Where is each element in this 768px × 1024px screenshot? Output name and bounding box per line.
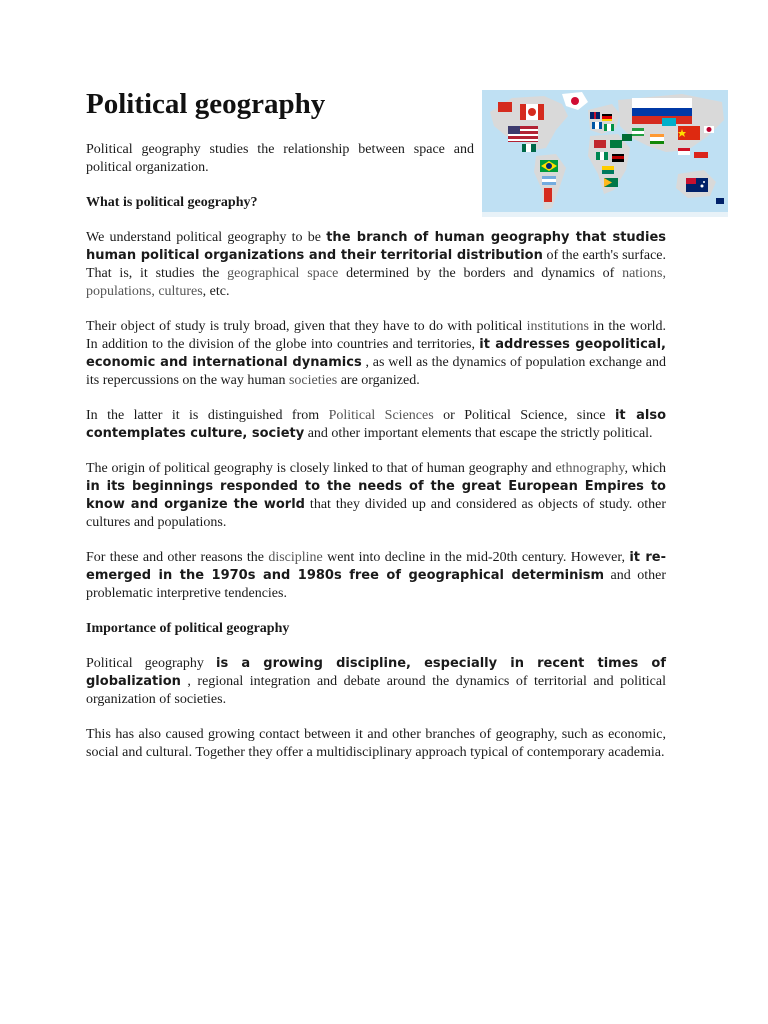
section-heading-what-is: What is political geography?: [86, 195, 258, 210]
page-title: Political geography: [86, 88, 326, 120]
article-body: [86, 194, 666, 779]
link-geographical-space[interactable]: geographical space: [227, 266, 339, 281]
paragraph-decline: For these and other reasons the discipline went into decline in the mid-20th century. However, it re-emerged in the 1970s and 1980s free of geographical determinism and other problematic interpretive tendencies.: [86, 550, 666, 601]
link-nations-populations-cultures[interactable]: nations, populations, cultures: [86, 266, 667, 299]
section-heading-importance: Importance of political geography: [86, 621, 290, 636]
link-societies[interactable]: societies: [288, 373, 338, 388]
paragraph-definition: We understand political geography to be the branch of human geography that studies human political organizations and their territorial distribution of the earth's surface. That is, it studies the geographical space determined by the borders and dynamics of nations, populations, cultures, etc.: [86, 230, 667, 299]
paragraph-contact: This has also caused growing contact between it and other branches of geography, such as economic, social and cultural. Together they offer a multidisciplinary approach typical of contemporary academia.: [86, 727, 666, 760]
paragraph-growing-discipline: Political geography is a growing discipline, especially in recent times of globalization , regional integration and debate around the dynamics of territorial and political organization of societies.: [86, 656, 666, 707]
link-discipline[interactable]: discipline: [268, 550, 323, 565]
paragraph-distinction: In the latter it is distinguished from Political Sciences or Political Science, since it also contemplates culture, society and other important elements that escape the strictly political.: [86, 408, 666, 441]
paragraph-object-of-study: Their object of study is truly broad, given that they have to do with political institutions in the world. In addition to the division of the globe into countries and territories, it addresses geopolitical, economic and international dynamics , as well as the dynamics of population exchange and its repercussions on the way human societies are organized.: [86, 319, 667, 388]
link-ethnography[interactable]: ethnography: [555, 461, 625, 476]
link-institutions[interactable]: institutions: [526, 319, 589, 334]
intro-paragraph: Political geography studies the relationship between space and political organization.: [86, 142, 474, 175]
paragraph-origin: The origin of political geography is closely linked to that of human geography and ethnography, which in its beginnings responded to the needs of the great European Empires to know and organize the world that they divided up and considered as objects of study. other cultures and populations.: [86, 461, 666, 530]
link-political-sciences[interactable]: Political Sciences: [328, 408, 434, 423]
